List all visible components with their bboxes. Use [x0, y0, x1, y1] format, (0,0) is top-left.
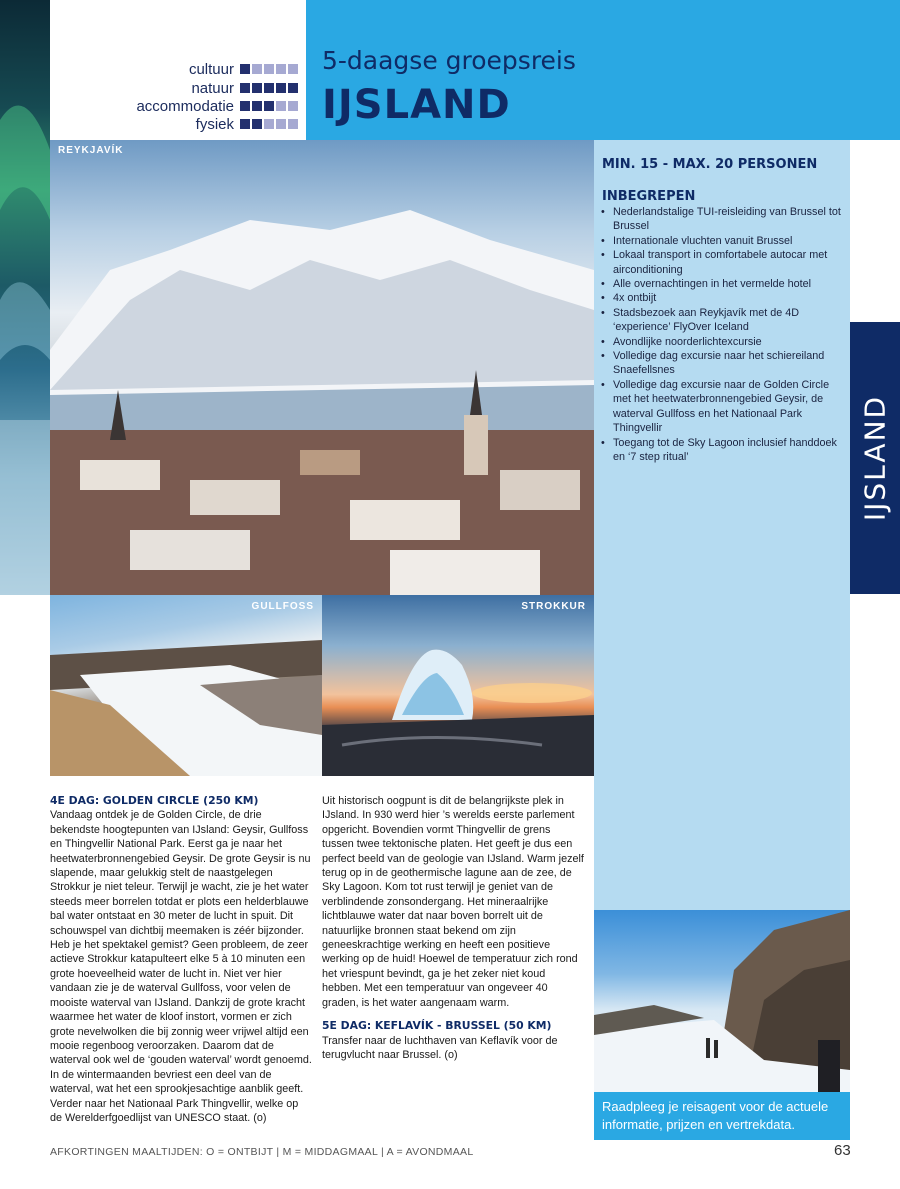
- strokkur-photo: [322, 595, 594, 776]
- included-item: • Lokaal transport in comfortabele autocar met airconditioning: [600, 248, 844, 277]
- rating-square: [264, 101, 274, 111]
- aurora-photo-strip: [0, 0, 50, 595]
- rating-square: [276, 101, 286, 111]
- day5-text: Transfer naar de luchthaven van Keflavík voor de terugvlucht naar Brussel. (o): [322, 1034, 558, 1061]
- rating-square: [276, 83, 286, 93]
- meal-abbreviations-footer: AFKORTINGEN MAALTIJDEN: O = ONTBIJT | M = MIDDAGMAAL | A = AVONDMAAL: [50, 1146, 474, 1158]
- canyon-illustration: [594, 910, 850, 1092]
- rating-label: accommodatie: [136, 97, 234, 115]
- rating-row-natuur: [191, 79, 298, 97]
- day4-heading: 4E DAG: GOLDEN CIRCLE (250 KM): [50, 794, 259, 807]
- included-list: [600, 205, 844, 464]
- geyser-illustration: [322, 595, 594, 776]
- included-item: • Internationale vluchten vanuit Brussel: [600, 234, 844, 248]
- rating-label: cultuur: [188, 60, 234, 78]
- rating-square: [264, 64, 274, 74]
- rating-square: [252, 64, 262, 74]
- city-illustration: [50, 370, 594, 595]
- photo-label-reykjavik: REYKJAVÍK: [58, 145, 124, 156]
- rating-square: [252, 119, 262, 129]
- day4-column: [50, 794, 312, 1125]
- included-item: • Nederlandstalige TUI-reisleiding van Brussel tot Brussel: [600, 205, 844, 234]
- rating-square: [264, 83, 274, 93]
- thingvellir-photo: [594, 910, 850, 1092]
- rating-square: [288, 119, 298, 129]
- rating-box: [50, 0, 306, 140]
- page-number: 63: [834, 1142, 851, 1159]
- rating-row-accommodatie: [136, 97, 298, 115]
- rating-square: [288, 64, 298, 74]
- group-size: MIN. 15 - MAX. 20 PERSONEN: [602, 157, 818, 172]
- waterfall-illustration: [50, 595, 322, 776]
- rating-row-cultuur: [189, 60, 298, 78]
- rating-square: [252, 83, 262, 93]
- rating-square: [288, 101, 298, 111]
- rating-square: [240, 119, 250, 129]
- rating-square: [252, 101, 262, 111]
- side-tab-label: IJSLAND: [858, 394, 892, 522]
- gullfoss-photo: [50, 595, 322, 776]
- page-title: IJSLAND: [322, 82, 511, 128]
- day4-text: Vandaag ontdek je de Golden Circle, de drie bekendste hoogtepunten van IJsland: Geysir, Gullfoss en Thingvellir National Park. Eerst ga je naar het heetwaterbronnengebied Geysir. De grote Geysir is nu slapende, maar gelukkig stelt de naastgelegen Strokkur je niet teleur. Terwijl je wacht, zie je het water steeds meer borrelen totdat er plots een helderblauwe bal water ontstaat en 30 meter de lucht in spuit. Dit schouwspel van dichtbij meemaken is zéér bijzonder. Heb je het spektakel gemist? Geen probleem, de zeer actieve Strokkur katapulteert elke 5 à 10 minuten een grote hoeveelheid water de lucht in. Niet ver hier vandaan zie je de waterval Gullfoss, voor velen de mooiste waterval van IJsland. Dankzij de grote kracht waarmee het water de kloof instort, vormen er zich grote nevelwolken die bij zonnig weer vrijwel altijd een mooie regenboog veroorzaken. Daarom dat de waterval ook wel de ‘gouden waterval’ wordt genoemd. In de wintermaanden bevriest een deel van de waterval, wat het een sprookjesachtige aanblik geeft. Verder naar het Nationaal Park Thingvellir, welke op de Werelderfgoedlijst van UNESCO staat. (o): [50, 809, 312, 1124]
- rating-squares: [240, 119, 298, 129]
- included-item: • Toegang tot de Sky Lagoon inclusief handdoek en ‘7 step ritual’: [600, 436, 844, 465]
- photo-label-gullfoss: GULLFOSS: [251, 601, 314, 612]
- rating-square: [288, 83, 298, 93]
- side-tab: [850, 322, 900, 594]
- page-subtitle: 5-daagse groepsreis: [322, 46, 576, 75]
- caption-box: [594, 1092, 850, 1140]
- rating-square: [240, 83, 250, 93]
- rating-square: [276, 119, 286, 129]
- caption-text: Raadpleeg je reisagent voor de actuele informatie, prijzen en vertrekdata.: [602, 1099, 829, 1132]
- day4-continued-text: Uit historisch oogpunt is dit de belangrijkste plek in IJsland. In 930 werd hier ’s werelds eerste parlement opgericht. Bovendien vormt Thingvellir de grens tussen twee tektonische platen. Het geeft je dus een perfect beeld van de geologie van IJsland. Warm jezelf terug op in de geothermische lagune aan de zee, de Sky Lagoon. Kom tot rust terwijl je geniet van de verblindende zonsondergang. Het mineraalrijke lichtblauwe water dat naar boven borrelt uit de natuurlijke bronnen staat bekend om zijn geneeskrachtige werking en heeft een positieve werking op de huid! Hoewel de temperatuur zich rond het vriespunt bevindt, ga je het zeker niet koud hebben. Met een temperatuur van ongeveer 40 graden, is het water aangenaam warm.: [322, 795, 584, 1009]
- included-item: • Avondlijke noorderlichtexcursie: [600, 335, 844, 349]
- rating-squares: [240, 101, 298, 111]
- photo-label-strokkur: STROKKUR: [521, 601, 586, 612]
- rating-label: fysiek: [195, 115, 234, 133]
- rating-squares: [240, 64, 298, 74]
- included-heading: INBEGREPEN: [602, 189, 696, 204]
- included-item: • Alle overnachtingen in het vermelde hotel: [600, 277, 844, 291]
- included-item: • Volledige dag excursie naar het schiereiland Snaefellsnes: [600, 349, 844, 378]
- included-item: • Volledige dag excursie naar de Golden Circle met het heetwaterbronnengebied Geysir, de waterval Gullfoss en het Nationaal Park Thingvellir: [600, 378, 844, 436]
- rating-square: [276, 64, 286, 74]
- day4-continued-column: [322, 794, 584, 1062]
- reykjavik-photo: [50, 140, 594, 595]
- included-item: • Stadsbezoek aan Reykjavík met de 4D ‘experience’ FlyOver Iceland: [600, 306, 844, 335]
- rating-label: natuur: [191, 79, 234, 97]
- included-item: • 4x ontbijt: [600, 291, 844, 305]
- header-banner: [306, 0, 900, 140]
- aurora-illustration: [0, 0, 50, 595]
- rating-square: [240, 101, 250, 111]
- rating-squares: [240, 83, 298, 93]
- rating-square: [240, 64, 250, 74]
- day5-heading: 5E DAG: KEFLAVÍK - BRUSSEL (50 KM): [322, 1019, 552, 1033]
- rating-row-fysiek: [196, 115, 298, 133]
- rating-square: [264, 119, 274, 129]
